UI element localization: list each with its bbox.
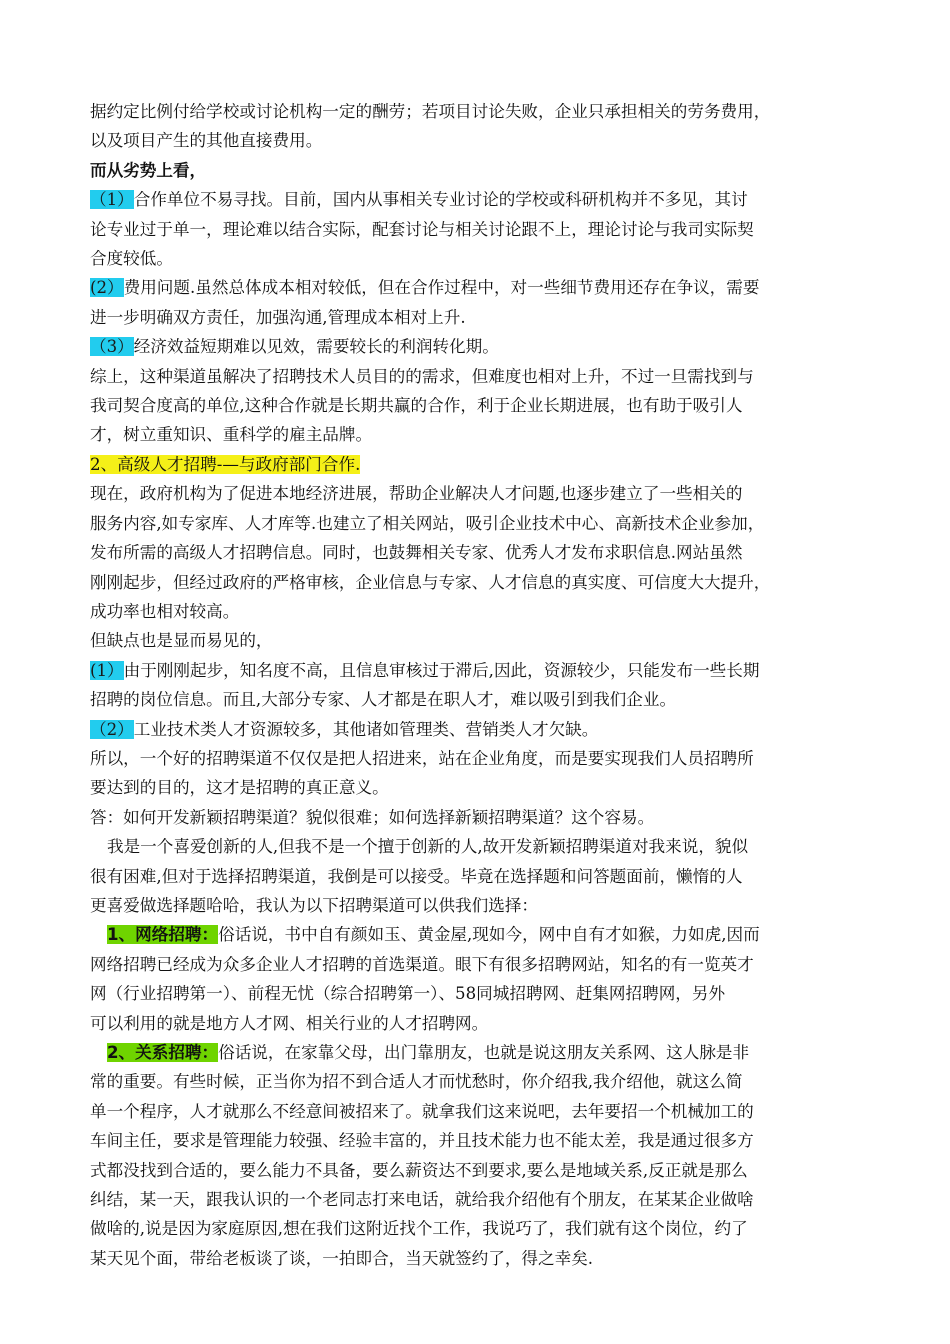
text-line: 成功率也相对较高。 [90,601,240,621]
document-page [90,97,865,1273]
text-line: 可以利用的就是地方人才网、相关行业的人才招聘网。 [90,1013,489,1033]
list-item: (2）费用问题.虽然总体成本相对较低，但在合作过程中，对一些细节费用还存在争议，需要 [90,278,760,298]
section-heading: 2、高级人才招聘-—与政府部门合作. [90,454,361,474]
text-line: 更喜爱做选择题哈哈，我认为以下招聘渠道可以供我们选择： [90,895,539,915]
section-heading: 而从劣势上看， [90,160,207,180]
text-line: 车间主任，要求是管理能力较强、经验丰富的，并且技术能力也不能太差，我是通过很多方 [90,1131,754,1151]
text-line: 招聘的岗位信息。而且,大部分专家、人才都是在职人才，难以吸引到我们企业。 [90,690,677,710]
list-marker: （1） [90,190,134,210]
text-line: 发布所需的高级人才招聘信息。同时，也鼓舞相关专家、优秀人才发布求职信息.网站虽然 [90,543,743,563]
text-line: 式都没找到合适的，要么能力不具备，要么薪资达不到要求,要么是地域关系,反正就是那么 [90,1160,748,1180]
text-line: 才，树立重知识、重科学的雇主品牌。 [90,425,373,445]
list-item: 2、关系招聘：俗话说，在家靠父母，出门靠朋友，也就是说这朋友关系网、这人脉是非 [107,1043,750,1062]
text-line: 网络招聘已经成为众多企业人才招聘的首选渠道。眼下有很多招聘网站，知名的有一览英才 [90,954,754,974]
list-marker: （3） [90,337,134,357]
text-line: 我是一个喜爱创新的人,但我不是一个擅于创新的人,故开发新颖招聘渠道对我来说，貌似 [107,837,749,857]
text-line: 综上，这种渠道虽解决了招聘技术人员目的的需求，但难度也相对上升，不过一旦需找到与 [90,366,754,386]
text-line: 我司契合度高的单位,这种合作就是长期共赢的合作，利于企业长期进展，也有助于吸引人 [90,396,743,416]
list-marker: 1、网络招聘： [107,925,219,945]
text-line: 所以，一个好的招聘渠道不仅仅是把人招进来，站在企业角度，而是要实现我们人员招聘所 [90,748,754,768]
text-line: 合度较低。 [90,249,173,269]
list-marker: (2） [90,278,124,298]
text-line: 据约定比例付给学校或讨论机构一定的酬劳；若项目讨论失败，企业只承担相关的劳务费用， [90,102,771,121]
text-line: 但缺点也是显而易见的， [90,631,273,651]
list-item: （2）工业技术类人才资源较多，其他诸如管理类、营销类人才欠缺。 [90,719,599,739]
list-item: （3）经济效益短期难以见效，需要较长的利润转化期。 [90,337,499,357]
text-line: 要达到的目的，这才是招聘的真正意义。 [90,778,389,798]
text-line: 很有困难,但对于选择招聘渠道，我倒是可以接受。毕竟在选择题和问答题面前，懒惰的人 [90,866,743,886]
list-item: 1、网络招聘：俗话说，书中自有颜如玉、黄金屋,现如今，网中自有才如猴，力如虎,因而 [107,925,760,945]
list-marker: (1） [90,660,124,680]
list-marker: 2、关系招聘： [107,1043,219,1062]
list-marker: （2） [90,719,134,739]
list-item: （1）合作单位不易寻找。目前，国内从事相关专业讨论的学校或科研机构并不多见，其讨 [90,190,748,210]
text-line: 单一个程序，人才就那么不经意间被招来了。就拿我们这来说吧，去年要招一个机械加工的 [90,1101,754,1121]
list-item: (1）由于刚刚起步，知名度不高，且信息审核过于滞后,因此，资源较少，只能发布一些长期 [90,660,760,680]
text-line: 论专业过于单一，理论难以结合实际，配套讨论与相关讨论跟不上，理论讨论与我司实际契 [90,219,754,239]
text-line: 做啥的,说是因为家庭原因,想在我们这附近找个工作，我说巧了，我们就有这个岗位，约了 [90,1219,748,1239]
text-line: 刚刚起步，但经过政府的严格审核，企业信息与专家、人才信息的真实度、可信度大大提升， [90,572,771,592]
text-line: 进一步明确双方责任，加强沟通,管理成本相对上升. [90,307,466,327]
text-line: 以及项目产生的其他直接费用。 [90,131,323,151]
text-line: 常的重要。有些时候，正当你为招不到合适人才而忧愁时，你介绍我,我介绍他，就这么简 [90,1072,743,1092]
text-line: 纠结，某一天，跟我认识的一个老同志打来电话，就给我介绍他有个朋友，在某某企业做啥 [90,1190,754,1210]
text-line: 答：如何开发新颖招聘渠道？貌似很难；如何选择新颖招聘渠道？这个容易。 [90,807,655,827]
text-line: 服务内容,如专家库、人才库等.也建立了相关网站，吸引企业技术中心、高新技术企业参加， [90,513,765,533]
text-line: 现在，政府机构为了促进本地经济进展，帮助企业解决人才问题,也逐步建立了一些相关的 [90,484,743,504]
text-line: 网（行业招聘第一）、前程无忧（综合招聘第一）、58同城招聘网、赶集网招聘网，另外 [90,984,726,1004]
text-line: 某天见个面，带给老板谈了谈，一拍即合，当天就签约了，得之幸矣. [90,1248,594,1268]
